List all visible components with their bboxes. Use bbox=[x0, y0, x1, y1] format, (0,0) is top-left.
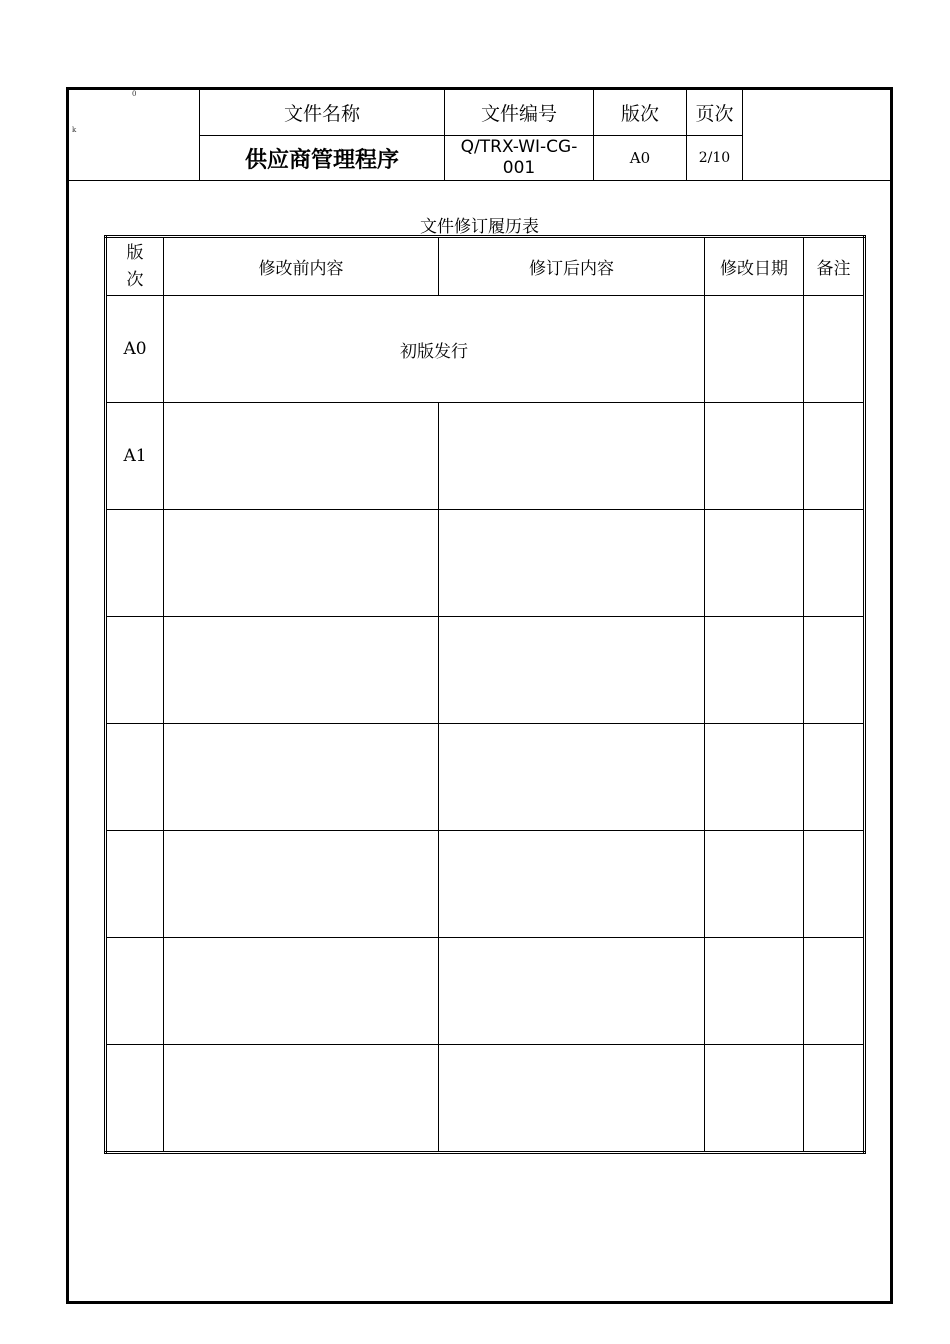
column-header-version-line1: 版 bbox=[126, 242, 144, 263]
row-date bbox=[705, 938, 804, 1045]
column-header-remark: 备注 bbox=[804, 237, 865, 296]
table-row bbox=[106, 831, 865, 938]
table-row bbox=[106, 403, 865, 510]
row-date bbox=[705, 403, 804, 510]
table-row bbox=[106, 724, 865, 831]
column-header-date: 修改日期 bbox=[705, 237, 804, 296]
table-header-row bbox=[106, 237, 865, 296]
column-header-before: 修改前内容 bbox=[164, 237, 439, 296]
table-row bbox=[106, 296, 865, 403]
version-label: 版次 bbox=[620, 103, 659, 125]
row-date bbox=[705, 1045, 804, 1153]
document-code: Q/TRX-WI-CG-001 bbox=[460, 137, 578, 178]
row-remark bbox=[804, 831, 865, 938]
page-number: 2/10 bbox=[698, 150, 731, 166]
logo-mark-top: 0 bbox=[132, 90, 137, 98]
row-version bbox=[106, 724, 164, 831]
table-row bbox=[106, 617, 865, 724]
row-after bbox=[439, 938, 705, 1045]
row-after bbox=[439, 403, 705, 510]
row-after bbox=[439, 724, 705, 831]
row-version bbox=[106, 617, 164, 724]
row-date bbox=[705, 296, 804, 403]
row-remark bbox=[804, 938, 865, 1045]
row-version bbox=[106, 831, 164, 938]
column-header-version-line2: 次 bbox=[126, 269, 144, 290]
row-version: A1 bbox=[106, 403, 164, 510]
row-before bbox=[164, 724, 439, 831]
logo-mark-left: k bbox=[72, 126, 77, 134]
row-remark bbox=[804, 724, 865, 831]
row-remark bbox=[804, 617, 865, 724]
revision-history-title: 文件修订履历表 bbox=[420, 217, 539, 237]
row-remark bbox=[804, 296, 865, 403]
row-before bbox=[164, 403, 439, 510]
table-row bbox=[106, 510, 865, 617]
row-version bbox=[106, 1045, 164, 1153]
row-after bbox=[439, 831, 705, 938]
row-remark bbox=[804, 403, 865, 510]
row-version: A0 bbox=[106, 296, 164, 403]
file-name-label: 文件名称 bbox=[283, 103, 360, 125]
row-date bbox=[705, 510, 804, 617]
page-label: 页次 bbox=[695, 103, 734, 125]
revision-history-table bbox=[104, 235, 866, 1154]
row-date bbox=[705, 831, 804, 938]
row-before bbox=[164, 831, 439, 938]
row-remark bbox=[804, 510, 865, 617]
row-before bbox=[164, 617, 439, 724]
row-date bbox=[705, 724, 804, 831]
row-content-merged: 初版发行 bbox=[164, 296, 705, 403]
row-version bbox=[106, 938, 164, 1045]
file-code-label: 文件编号 bbox=[480, 103, 557, 125]
row-version bbox=[106, 510, 164, 617]
column-header-version bbox=[106, 237, 164, 296]
document-title: 供应商管理程序 bbox=[244, 147, 399, 173]
table-row bbox=[106, 938, 865, 1045]
row-remark bbox=[804, 1045, 865, 1153]
table-row bbox=[106, 1045, 865, 1153]
row-before bbox=[164, 510, 439, 617]
document-version: A0 bbox=[629, 149, 651, 167]
row-after bbox=[439, 1045, 705, 1153]
row-after bbox=[439, 617, 705, 724]
column-header-after: 修订后内容 bbox=[439, 237, 705, 296]
row-date bbox=[705, 617, 804, 724]
row-before bbox=[164, 1045, 439, 1153]
row-before bbox=[164, 938, 439, 1045]
header-bottom-border bbox=[69, 180, 890, 181]
row-after bbox=[439, 510, 705, 617]
